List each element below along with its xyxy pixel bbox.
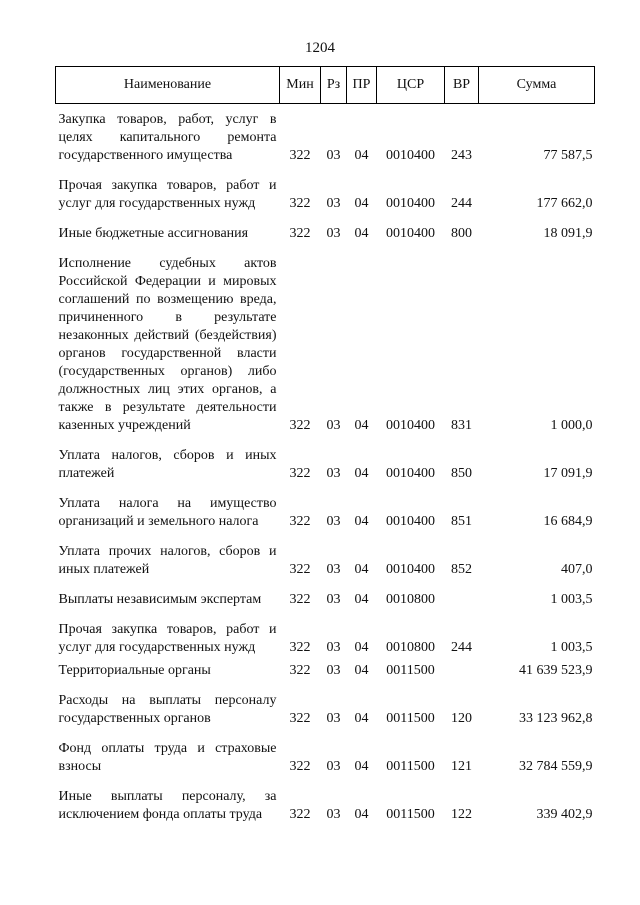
table-row xyxy=(56,739,595,787)
row-pr: 04 xyxy=(354,148,369,163)
table-row xyxy=(56,661,595,691)
row-vr: 122 xyxy=(451,807,472,822)
row-pr: 04 xyxy=(354,592,369,607)
row-vr: 244 xyxy=(451,196,472,211)
row-rz: 03 xyxy=(326,592,341,607)
header-name: Наименование xyxy=(56,67,280,104)
header-min: Мин xyxy=(280,67,321,104)
row-rz: 03 xyxy=(326,226,341,241)
row-csr: 0010400 xyxy=(386,226,435,241)
table-row xyxy=(56,787,595,835)
row-vr: 831 xyxy=(451,418,472,433)
header-rz: Рз xyxy=(321,67,347,104)
row-name: Закупка товаров, работ, услуг в целях капитального ремонта государственного имущества xyxy=(58,112,277,163)
row-sum: 177 662,0 xyxy=(536,196,593,211)
header-csr: ЦСР xyxy=(377,67,445,104)
row-csr: 0010400 xyxy=(386,418,435,433)
row-vr xyxy=(445,661,479,691)
row-name: Иные бюджетные ассигнования xyxy=(58,226,249,241)
row-vr: 800 xyxy=(451,226,472,241)
row-name: Выплаты независимым экспертам xyxy=(58,592,262,607)
row-sum: 16 684,9 xyxy=(543,514,593,529)
row-pr: 04 xyxy=(354,759,369,774)
row-name: Фонд оплаты труда и страховые взносы xyxy=(58,741,277,774)
row-pr: 04 xyxy=(354,807,369,822)
row-min: 322 xyxy=(289,514,311,529)
row-min: 322 xyxy=(289,148,311,163)
row-name: Исполнение судебных актов Российской Федерации и мировых соглашений по возмещению вреда, причиненного в результате незаконных действий (бездействия) органов государственной власти (государственных органов) либо должностных лиц этих органов, а также в результате деятельности казенных учреждений xyxy=(58,256,277,433)
row-vr: 120 xyxy=(451,711,472,726)
row-sum: 17 091,9 xyxy=(543,466,593,481)
table-row xyxy=(56,691,595,739)
row-csr: 0011500 xyxy=(386,807,435,822)
table-row xyxy=(56,494,595,542)
budget-table xyxy=(55,66,595,835)
row-min: 322 xyxy=(289,663,311,678)
row-sum: 18 091,9 xyxy=(543,226,593,241)
row-rz: 03 xyxy=(326,562,341,577)
row-sum: 1 000,0 xyxy=(550,418,593,433)
row-name: Прочая закупка товаров, работ и услуг для государственных нужд xyxy=(58,622,277,655)
row-pr: 04 xyxy=(354,514,369,529)
header-pr: ПР xyxy=(347,67,377,104)
row-vr: 852 xyxy=(451,562,472,577)
row-name: Прочая закупка товаров, работ и услуг для государственных нужд xyxy=(58,178,277,211)
table-row xyxy=(56,254,595,446)
row-min: 322 xyxy=(289,562,311,577)
row-sum: 339 402,9 xyxy=(536,807,593,822)
row-rz: 03 xyxy=(326,640,341,655)
row-min: 322 xyxy=(289,759,311,774)
row-min: 322 xyxy=(289,807,311,822)
row-min: 322 xyxy=(289,640,311,655)
row-rz: 03 xyxy=(326,711,341,726)
row-rz: 03 xyxy=(326,196,341,211)
row-csr: 0010400 xyxy=(386,466,435,481)
row-rz: 03 xyxy=(326,663,341,678)
row-vr: 244 xyxy=(451,640,472,655)
row-name: Уплата налога на имущество организаций и земельного налога xyxy=(58,496,277,529)
page-number: 1204 xyxy=(305,40,335,56)
row-vr: 121 xyxy=(451,759,472,774)
table-row xyxy=(56,620,595,661)
row-min: 322 xyxy=(289,226,311,241)
row-csr: 0010800 xyxy=(386,640,435,655)
row-csr: 0010400 xyxy=(386,562,435,577)
table-row xyxy=(56,542,595,590)
row-min: 322 xyxy=(289,466,311,481)
row-csr: 0010400 xyxy=(386,514,435,529)
row-csr: 0011500 xyxy=(386,759,435,774)
table-header-row xyxy=(56,67,595,104)
row-vr: 851 xyxy=(451,514,472,529)
row-sum: 1 003,5 xyxy=(550,640,593,655)
row-pr: 04 xyxy=(354,196,369,211)
row-csr: 0011500 xyxy=(386,711,435,726)
row-rz: 03 xyxy=(326,807,341,822)
row-sum: 407,0 xyxy=(561,562,593,577)
row-rz: 03 xyxy=(326,466,341,481)
table-row xyxy=(56,224,595,254)
row-min: 322 xyxy=(289,711,311,726)
row-rz: 03 xyxy=(326,759,341,774)
row-vr xyxy=(445,590,479,620)
row-name: Уплата налогов, сборов и иных платежей xyxy=(58,448,277,481)
row-pr: 04 xyxy=(354,418,369,433)
row-name: Территориальные органы xyxy=(58,663,211,678)
row-csr: 0010400 xyxy=(386,148,435,163)
row-min: 322 xyxy=(289,418,311,433)
row-rz: 03 xyxy=(326,148,341,163)
row-vr: 850 xyxy=(451,466,472,481)
row-csr: 0011500 xyxy=(386,663,435,678)
table-row xyxy=(56,104,595,177)
row-pr: 04 xyxy=(354,711,369,726)
row-sum: 33 123 962,8 xyxy=(519,711,593,726)
row-rz: 03 xyxy=(326,514,341,529)
row-name: Уплата прочих налогов, сборов и иных платежей xyxy=(58,544,277,577)
row-pr: 04 xyxy=(354,226,369,241)
table-row xyxy=(56,176,595,224)
row-name: Расходы на выплаты персоналу государственных органов xyxy=(58,693,277,726)
row-csr: 0010800 xyxy=(386,592,435,607)
row-sum: 41 639 523,9 xyxy=(519,663,593,678)
header-vr: ВР xyxy=(445,67,479,104)
row-vr: 243 xyxy=(451,148,472,163)
row-sum: 77 587,5 xyxy=(543,148,593,163)
row-pr: 04 xyxy=(354,663,369,678)
row-csr: 0010400 xyxy=(386,196,435,211)
row-rz: 03 xyxy=(326,418,341,433)
table-row xyxy=(56,590,595,620)
table-row xyxy=(56,446,595,494)
row-pr: 04 xyxy=(354,466,369,481)
header-sum: Сумма xyxy=(479,67,595,104)
row-name: Иные выплаты персоналу, за исключением фонда оплаты труда xyxy=(58,789,277,822)
row-pr: 04 xyxy=(354,562,369,577)
row-sum: 32 784 559,9 xyxy=(519,759,593,774)
row-min: 322 xyxy=(289,196,311,211)
row-min: 322 xyxy=(289,592,311,607)
row-sum: 1 003,5 xyxy=(550,592,593,607)
row-pr: 04 xyxy=(354,640,369,655)
